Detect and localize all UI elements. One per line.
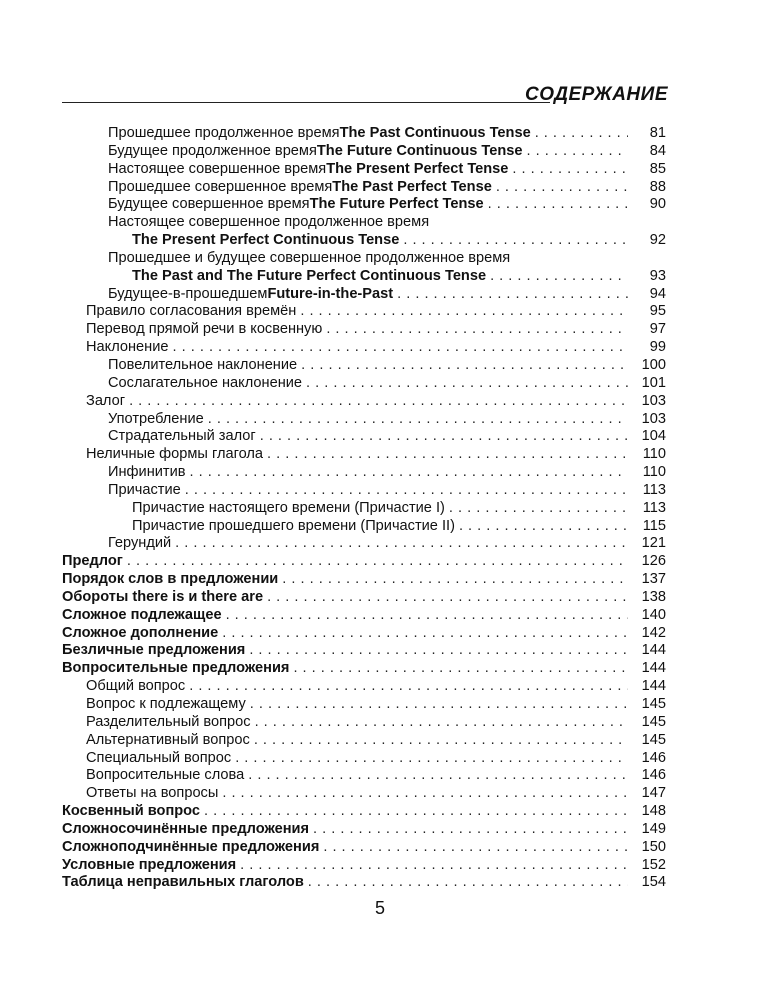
toc-entry[interactable]: Прошедшее совершенное время The Past Perfect Tense . . . 88: [62, 179, 666, 197]
leader-dots: [449, 500, 628, 518]
leader-dots: [222, 625, 628, 643]
leader-dots: [204, 803, 628, 821]
toc-entry[interactable]: Неличные формы глагола . . . 110: [62, 446, 666, 464]
toc-page: 100: [641, 356, 666, 373]
toc-entry[interactable]: Ответы на вопросы . . . 147: [62, 785, 666, 803]
leader-dots: [254, 732, 628, 750]
leader-dots: [326, 321, 628, 339]
toc-entry[interactable]: Употребление . . . 103: [62, 411, 666, 429]
leader-dots: [306, 375, 628, 393]
toc-entry[interactable]: Вопросительные предложения . . . 144: [62, 660, 666, 678]
toc-entry[interactable]: Будущее продолженное время The Future Continuous Tense . . . 84: [62, 143, 666, 161]
leader-dots: [323, 839, 628, 857]
toc-page: 99: [649, 339, 666, 356]
toc-entry[interactable]: Косвенный вопрос . . . 148: [62, 803, 666, 821]
toc-entry[interactable]: Обороты there is и there are . . . 138: [62, 589, 666, 607]
leader-dots: [527, 143, 628, 161]
toc-entry[interactable]: Причастие . . . 113: [62, 482, 666, 500]
leader-dots: [397, 286, 628, 304]
toc-page: 103: [641, 410, 666, 427]
leader-dots: [226, 607, 628, 625]
leader-dots: [208, 411, 628, 429]
leader-dots: [240, 857, 628, 875]
toc-page: 85: [649, 160, 666, 177]
toc-page: 113: [642, 481, 666, 498]
toc-page: 104: [641, 428, 666, 445]
toc-page: 147: [641, 785, 666, 802]
toc-entry[interactable]: Настоящее совершенное время The Present Perfect Tense . . . 85: [62, 161, 666, 179]
leader-dots: [185, 482, 628, 500]
toc-entry[interactable]: Специальный вопрос . . . 146: [62, 750, 666, 768]
leader-dots: [300, 303, 628, 321]
toc-page: 97: [649, 321, 666, 338]
toc-entry[interactable]: Перевод прямой речи в косвенную . . . 97: [62, 321, 666, 339]
leader-dots: [129, 393, 628, 411]
toc-page: 115: [642, 517, 666, 534]
leader-dots: [403, 232, 628, 250]
table-of-contents: [62, 125, 666, 892]
leader-dots: [459, 518, 628, 536]
toc-page: 81: [649, 125, 666, 141]
leader-dots: [301, 357, 628, 375]
toc-entry[interactable]: Страдательный залог . . . 104: [62, 428, 666, 446]
leader-dots: [249, 642, 628, 660]
toc-page: 121: [641, 535, 666, 552]
toc-entry[interactable]: The Present Perfect Continuous Tense . . . 92: [62, 232, 666, 250]
toc-page: 95: [649, 303, 666, 320]
toc-entry[interactable]: Разделительный вопрос . . . 145: [62, 714, 666, 732]
toc-page: 145: [641, 713, 666, 730]
header-rule: [62, 102, 550, 103]
page-header: [62, 82, 668, 108]
toc-entry[interactable]: Условные предложения . . . 152: [62, 857, 666, 875]
toc-entry[interactable]: Наклонение . . . 99: [62, 339, 666, 357]
leader-dots: [282, 571, 628, 589]
leader-dots: [293, 660, 628, 678]
toc-page: 140: [641, 606, 666, 623]
toc-entry[interactable]: Будущее совершенное время The Future Perfect Tense . . . 90: [62, 196, 666, 214]
toc-page: 138: [641, 588, 666, 605]
toc-entry[interactable]: Сложное дополнение . . . 142: [62, 625, 666, 643]
leader-dots: [496, 179, 628, 197]
toc-page: 126: [641, 553, 666, 570]
toc-entry[interactable]: Вопрос к подлежащему . . . 145: [62, 696, 666, 714]
toc-page: 88: [649, 178, 666, 195]
leader-dots: [267, 446, 628, 464]
toc-entry[interactable]: The Past and The Future Perfect Continuous Tense . . . 93: [62, 268, 666, 286]
toc-page: 146: [641, 749, 666, 766]
toc-page: 113: [642, 499, 666, 516]
toc-entry[interactable]: Причастие прошедшего времени (Причастие II) . . . 115: [62, 518, 666, 536]
toc-entry[interactable]: Сослагательное наклонение . . . 101: [62, 375, 666, 393]
page-number: 5: [374, 898, 385, 918]
leader-dots: [488, 196, 628, 214]
leader-dots: [512, 161, 628, 179]
toc-entry[interactable]: Общий вопрос . . . 144: [62, 678, 666, 696]
toc-entry[interactable]: Альтернативный вопрос . . . 145: [62, 732, 666, 750]
leader-dots: [313, 821, 628, 839]
toc-page: 94: [649, 285, 666, 302]
leader-dots: [190, 464, 628, 482]
toc-page: 142: [641, 624, 666, 641]
toc-entry[interactable]: Повелительное наклонение . . . 100: [62, 357, 666, 375]
leader-dots: [175, 535, 628, 553]
leader-dots: [308, 874, 628, 892]
toc-page: 146: [641, 767, 666, 784]
toc-entry[interactable]: Сложносочинённые предложения . . . 149: [62, 821, 666, 839]
toc-entry[interactable]: Сложноподчинённые предложения . . . 150: [62, 839, 666, 857]
toc-page: 144: [641, 660, 666, 677]
toc-page: 154: [641, 874, 666, 891]
toc-page: 90: [649, 196, 666, 213]
toc-entry[interactable]: Вопросительные слова . . . 146: [62, 767, 666, 785]
toc-page: 148: [641, 803, 666, 820]
leader-dots: [535, 125, 628, 143]
toc-page: 101: [641, 374, 666, 391]
leader-dots: [173, 339, 628, 357]
toc-entry[interactable]: Залог . . . 103: [62, 393, 666, 411]
toc-page: 144: [641, 642, 666, 659]
toc-page: 145: [641, 731, 666, 748]
toc-page: 152: [641, 856, 666, 873]
leader-dots: [260, 428, 628, 446]
leader-dots: [248, 767, 628, 785]
toc-entry[interactable]: Прошедшее продолженное время The Past Continuous Tense . . . 81: [62, 125, 666, 143]
leader-dots: [189, 678, 628, 696]
toc-page: 110: [642, 464, 666, 481]
toc-page: 84: [649, 142, 666, 159]
leader-dots: [127, 553, 628, 571]
leader-dots: [250, 696, 628, 714]
toc-page: 150: [641, 838, 666, 855]
toc-entry[interactable]: Безличные предложения . . . 144: [62, 642, 666, 660]
toc-page: 103: [641, 392, 666, 409]
toc-entry[interactable]: Герундий . . . 121: [62, 535, 666, 553]
toc-entry[interactable]: Сложное подлежащее . . . 140: [62, 607, 666, 625]
toc-entry-heading[interactable]: Настоящее совершенное продолженное время: [108, 214, 430, 231]
toc-page: 92: [649, 232, 666, 249]
toc-entry[interactable]: Инфинитив . . . 110: [62, 464, 666, 482]
leader-dots: [490, 268, 628, 286]
toc-page: 137: [641, 571, 666, 588]
toc-entry[interactable]: Предлог . . . 126: [62, 553, 666, 571]
header-title: СОДЕРЖАНИЕ: [525, 84, 668, 105]
leader-dots: [235, 750, 628, 768]
toc-entry[interactable]: Таблица неправильных глаголов . . . 154: [62, 874, 666, 892]
toc-entry[interactable]: Правило согласования времён . . . 95: [62, 303, 666, 321]
toc-page: 149: [641, 820, 666, 837]
leader-dots: [222, 785, 628, 803]
toc-page: 110: [642, 446, 666, 463]
toc-page: 145: [641, 696, 666, 712]
leader-dots: [267, 589, 628, 607]
leader-dots: [255, 714, 628, 732]
toc-entry-heading[interactable]: Прошедшее и будущее совершенное продолженное время: [108, 249, 511, 266]
toc-page: 144: [641, 678, 666, 695]
toc-entry[interactable]: Порядок слов в предложении . . . 137: [62, 571, 666, 589]
toc-entry[interactable]: Причастие настоящего времени (Причастие I) . . . 113: [62, 500, 666, 518]
toc-page: 93: [649, 267, 666, 284]
toc-entry[interactable]: Будущее-в-прошедшем Future-in-the-Past . . . 94: [62, 286, 666, 304]
